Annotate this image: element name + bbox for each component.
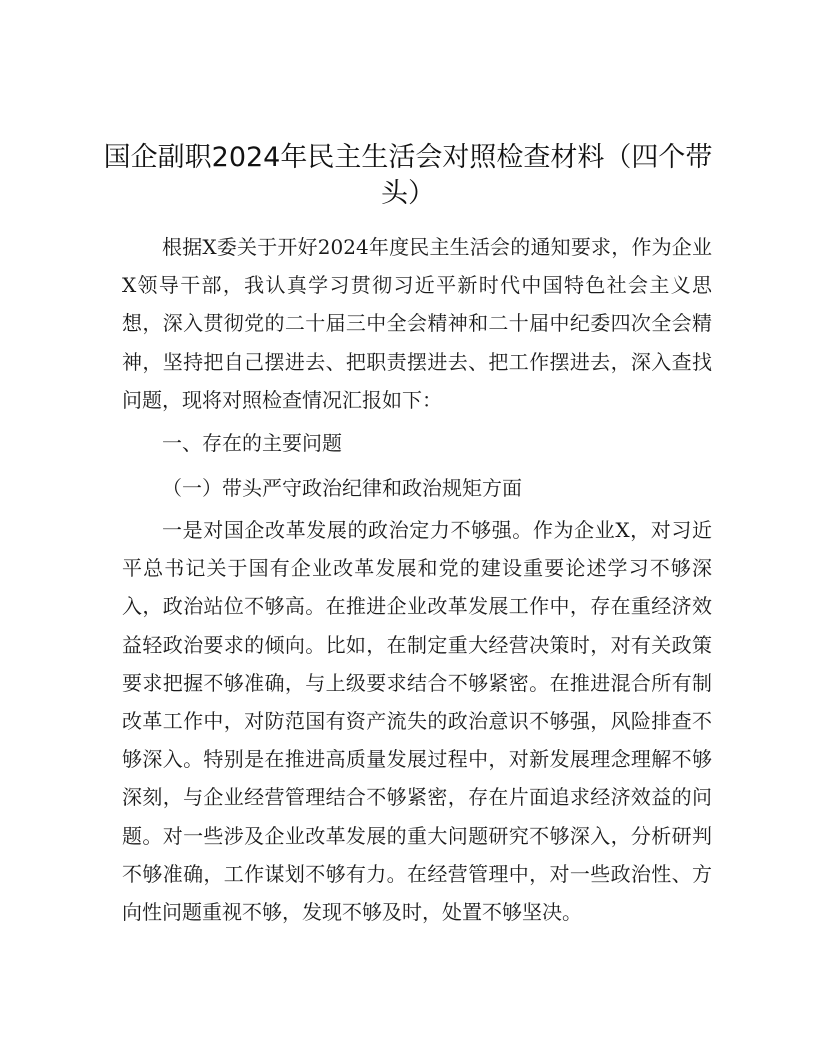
document-title: 国企副职2024年民主生活会对照检查材料（四个带头） — [103, 142, 713, 209]
document-body — [122, 228, 712, 931]
body-paragraph: 一是对国企改革发展的政治定力不够强。作为企业X，对习近平总书记关于国有企业改革发展和党的建设重要论述学习不够深入，政治站位不够高。在推进企业改革发展工作中，存在重经济效益轻政治要求的倾向。比如，在制定重大经营决策时，对有关政策要求把握不够准确，与上级要求结合不够紧密。在推进混合所有制改革工作中，对防范国有资产流失的政治意识不够强，风险排查不够深入。特别是在推进高质量发展过程中，对新发展理念理解不够深刻，与企业经营管理结合不够紧密，存在片面追求经济效益的问题。对一些涉及企业改革发展的重大问题研究不够深入，分析研判不够准确，工作谋划不够有力。在经营管理中，对一些政治性、方向性问题重视不够，发现不够及时，处置不够坚决。 — [122, 518, 712, 925]
section-heading: 一、存在的主要问题 — [162, 431, 342, 456]
subsection-heading: （一）带头严守政治纪律和政治规矩方面 — [162, 476, 522, 501]
intro-paragraph: 根据X委关于开好2024年度民主生活会的通知要求，作为企业X领导干部，我认真学习贯彻习近平新时代中国特色社会主义思想，深入贯彻党的二十届三中全会精神和二十届中纪委四次全会精神，坚持把自己摆进去、把职责摆进去、把工作摆进去，深入查找问题，现将对照检查情况汇报如下： — [122, 235, 712, 412]
